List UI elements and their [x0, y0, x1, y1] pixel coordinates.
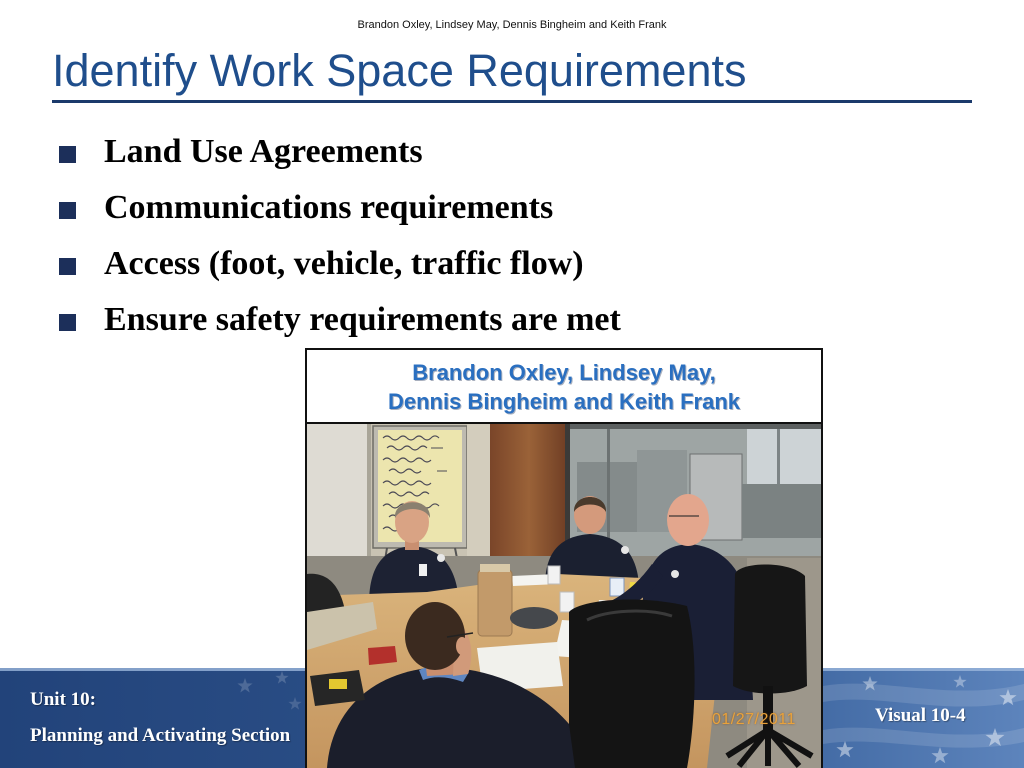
wall-column [467, 424, 490, 574]
office-chair-foreground [569, 599, 695, 768]
photo-caption [307, 350, 821, 424]
square-bullet-icon [59, 202, 76, 219]
bullet-item [0, 124, 621, 180]
bullet-item [0, 292, 621, 348]
red-notebook [368, 646, 397, 665]
conference-phone [510, 607, 558, 629]
id-badge [419, 564, 427, 576]
footer-visual-number: Visual 10-4 [875, 705, 966, 726]
title-underline [52, 100, 972, 103]
photo-date-stamp: 01/27/2011 [712, 711, 796, 728]
snack-jar [478, 570, 512, 636]
star-icon [953, 675, 966, 688]
footer-section-title: Planning and Activating Section [30, 725, 291, 746]
bullet-item [0, 180, 621, 236]
star-icon [836, 741, 853, 757]
square-bullet-icon [59, 314, 76, 331]
wood-door [490, 424, 568, 562]
bullet-list [0, 124, 621, 348]
tablet-sticker [329, 679, 347, 689]
bullet-text: Ensure safety requirements are met [104, 301, 621, 338]
person-face [667, 494, 709, 546]
cubicle-wall [742, 484, 821, 538]
snack-jar-lid [480, 564, 510, 572]
star-icon [275, 671, 288, 684]
star-icon [931, 747, 948, 763]
photo-caption-line: Dennis Bingheim and Keith Frank [387, 389, 741, 414]
coffee-mug [610, 578, 624, 596]
bullet-text: Access (foot, vehicle, traffic flow) [104, 245, 584, 282]
chair-back [733, 565, 807, 694]
shirt-patch [671, 570, 679, 578]
bullet-text: Communications requirements [104, 189, 554, 226]
coffee-cup [548, 566, 560, 584]
glass-frame [570, 424, 821, 429]
slide-title: Identify Work Space Requirements [52, 45, 747, 96]
slide-header-credit: Brandon Oxley, Lindsey May, Dennis Bingheim and Keith Frank [357, 19, 667, 31]
flag-stripe [823, 684, 1024, 707]
bullet-text: Land Use Agreements [104, 133, 423, 170]
footer-unit-label: Unit 10: [30, 689, 96, 710]
square-bullet-icon [59, 258, 76, 275]
shirt-patch [621, 546, 629, 554]
square-bullet-icon [59, 146, 76, 163]
shirt-patch [437, 554, 445, 562]
star-icon [288, 697, 301, 710]
photo-caption-line: Brandon Oxley, Lindsey May, [412, 360, 716, 385]
bullet-item [0, 236, 621, 292]
person-ear [456, 637, 468, 655]
star-icon [237, 678, 252, 692]
meeting-photo-frame [305, 348, 823, 768]
coffee-cup [560, 592, 574, 612]
